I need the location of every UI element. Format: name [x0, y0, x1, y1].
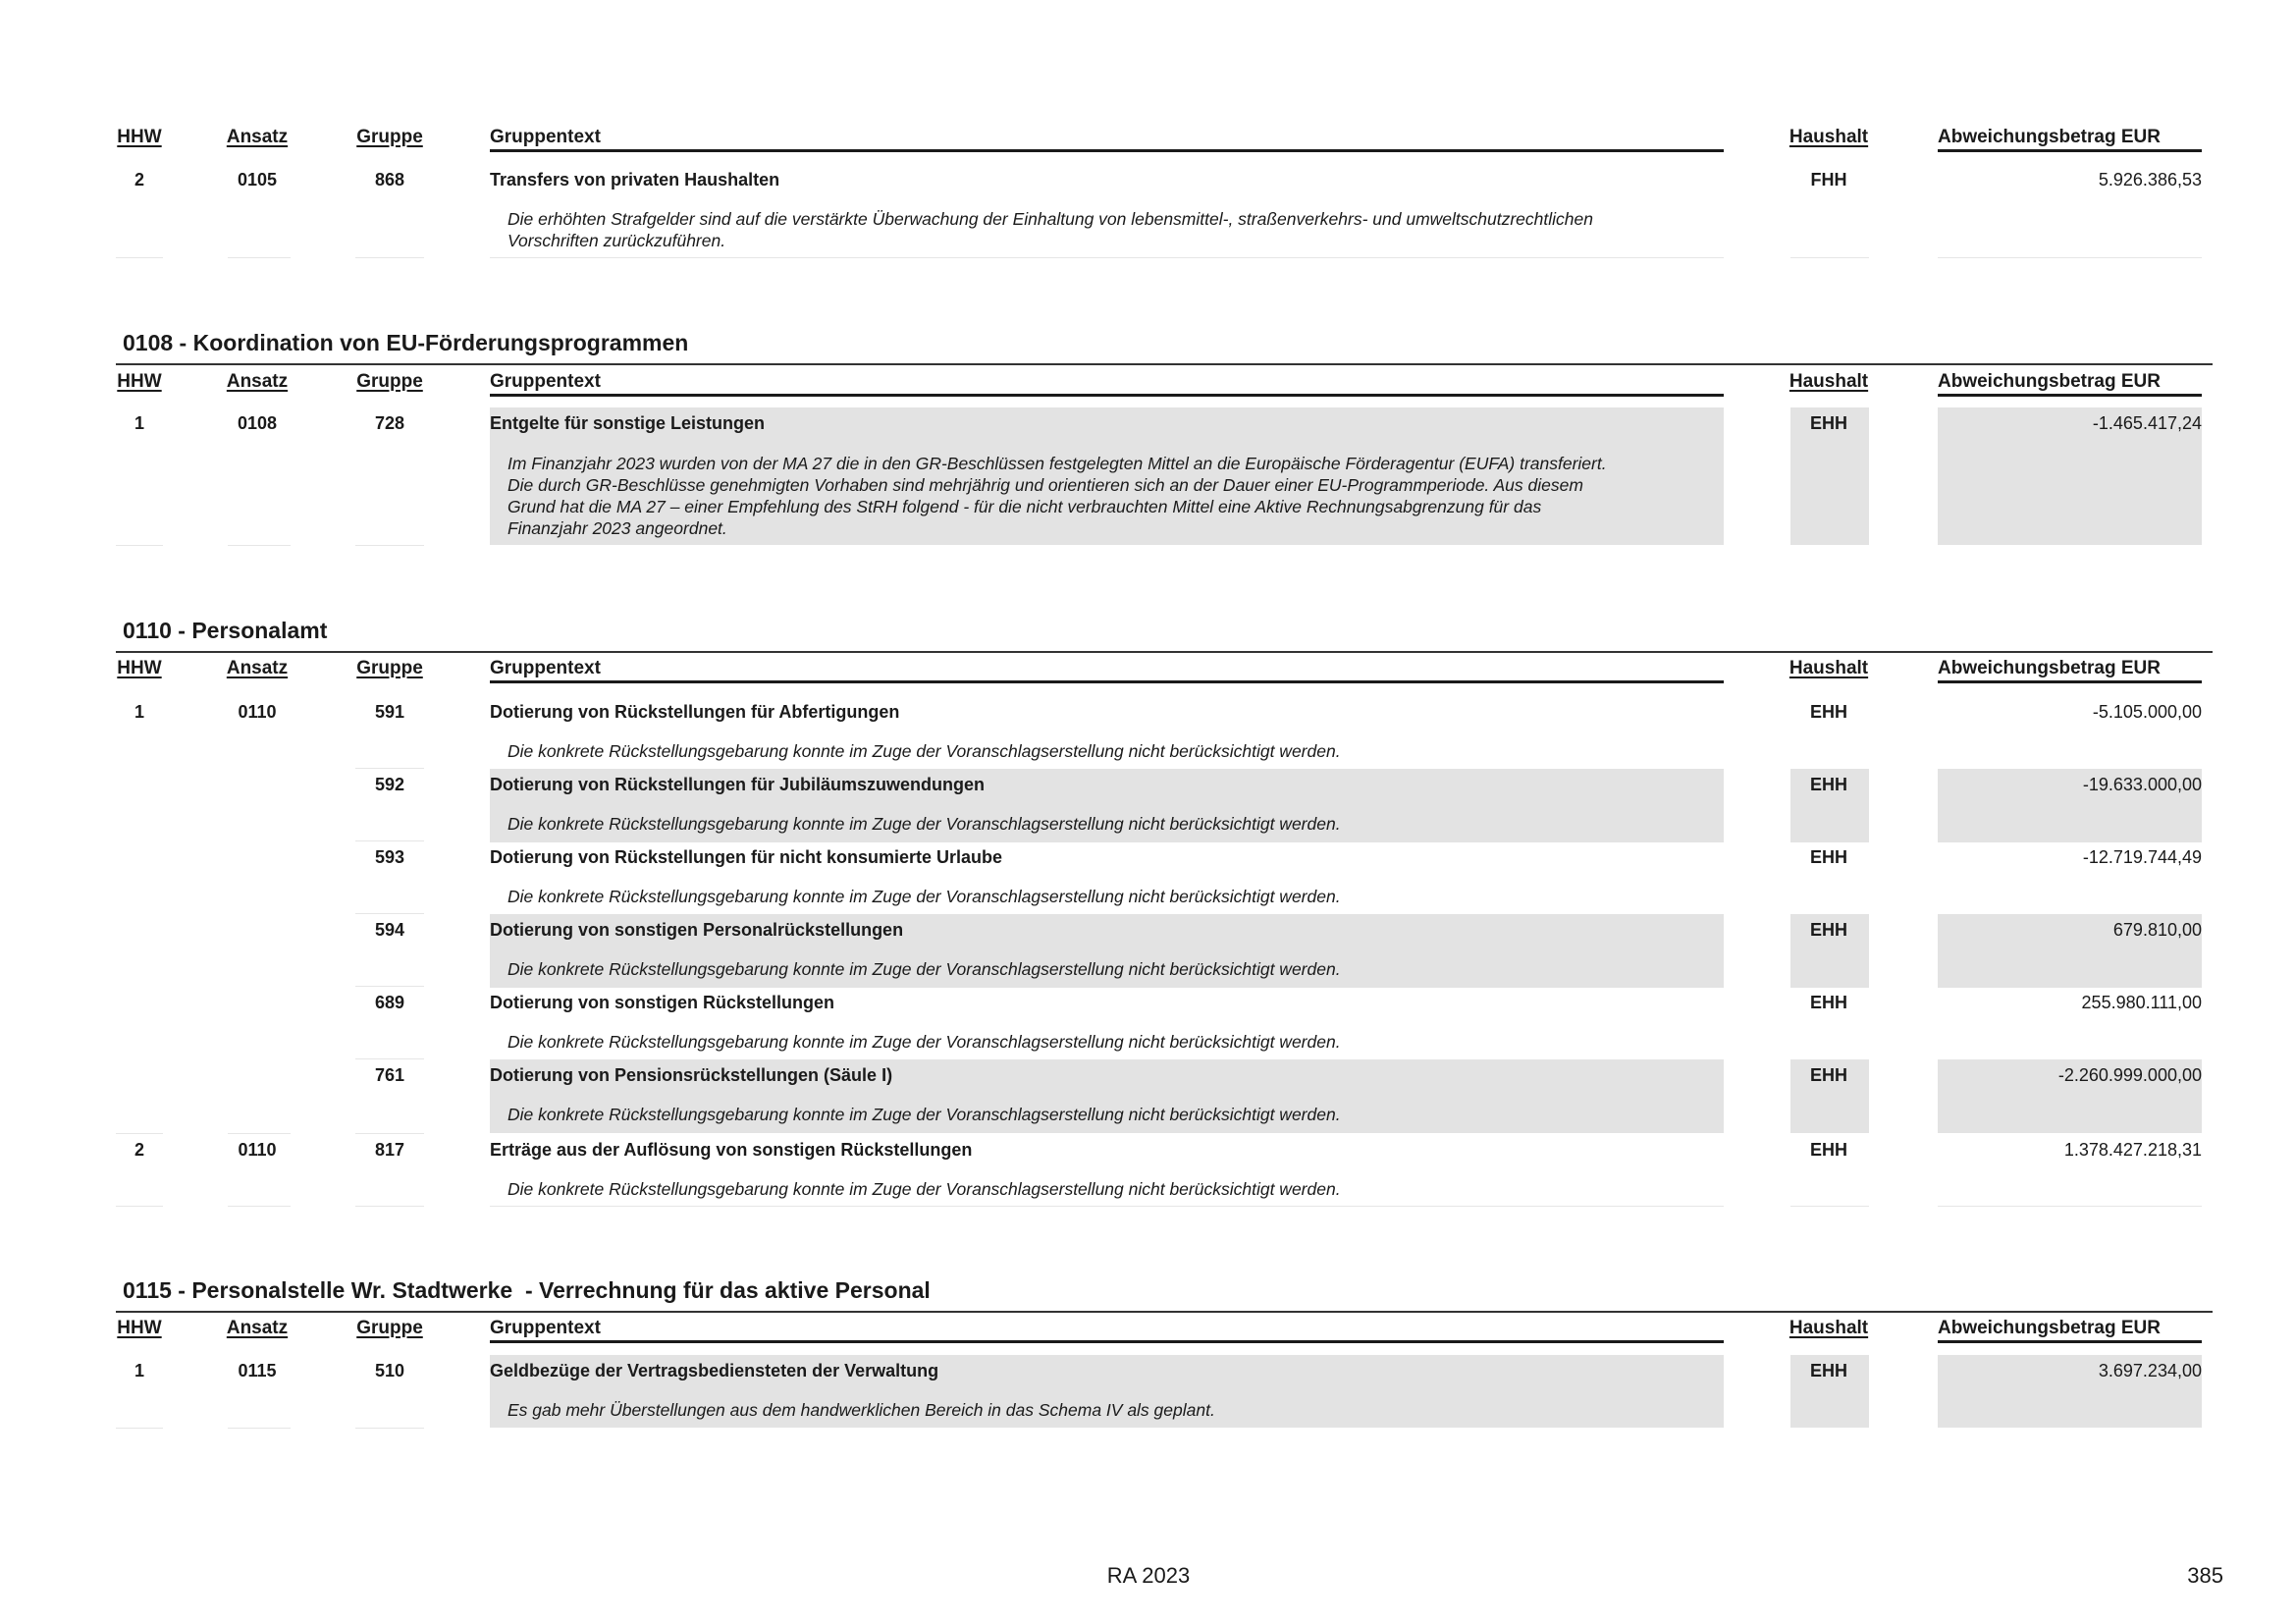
cell-ansatz: 0110 [238, 702, 277, 722]
col-header-haushalt: Haushalt [1789, 1318, 1869, 1338]
cell-gruppe: 728 [374, 413, 405, 433]
explanation-line: Die konkrete Rückstellungsgebarung konnte im Zuge der Voranschlagserstellung nicht berücksichtigt werden. [507, 741, 1341, 761]
footer-title: RA 2023 [1106, 1563, 1191, 1588]
cell-hhw: 1 [133, 702, 144, 722]
explanation-line: Im Finanzjahr 2023 wurden von der MA 27 die in den GR-Beschlüssen festgelegten Mittel an die Europäische Förderagentur (EUFA) transferiert. [507, 454, 1607, 473]
col-header-haushalt: Haushalt [1789, 371, 1869, 392]
page-number: 385 [2187, 1563, 2223, 1588]
col-header-hhw: HHW [117, 371, 162, 392]
cell-betrag: 3.697.234,00 [2098, 1361, 2202, 1380]
cell-haushalt: EHH [1809, 1140, 1847, 1160]
cell-betrag: 5.926.386,53 [2098, 170, 2202, 189]
row-separator [355, 545, 424, 546]
col-header-haushalt: Haushalt [1789, 127, 1869, 147]
cell-gruppentext: Dotierung von Rückstellungen für Jubiläumszuwendungen [490, 775, 986, 794]
betrag-underline [1938, 680, 2202, 683]
row-separator [116, 257, 163, 258]
cell-haushalt: EHH [1809, 1361, 1847, 1380]
cell-haushalt: EHH [1809, 775, 1847, 794]
cell-betrag: 679.810,00 [2112, 920, 2202, 940]
cell-gruppentext: Dotierung von Pensionsrückstellungen (Säule I) [490, 1065, 893, 1085]
col-header-gruppe: Gruppe [356, 1318, 423, 1338]
cell-betrag: 255.980.111,00 [2081, 993, 2202, 1012]
explanation-line: Die konkrete Rückstellungsgebarung konnte im Zuge der Voranschlagserstellung nicht berücksichtigt werden. [507, 1032, 1341, 1052]
section-title: 0110 - Personalamt [123, 618, 328, 643]
explanation-line: Die durch GR-Beschlüsse genehmigten Vorhaben sind mehrjährig und orientieren sich an der Dauer einer EU-Programmperiode. Aus diesem [507, 475, 1583, 495]
col-header-ansatz: Ansatz [226, 1318, 289, 1338]
cell-gruppentext: Dotierung von sonstigen Personalrückstellungen [490, 920, 904, 940]
betrag-underline [1938, 1340, 2202, 1343]
explanation-line: Die konkrete Rückstellungsgebarung konnte im Zuge der Voranschlagserstellung nicht berücksichtigt werden. [507, 1179, 1341, 1199]
row-separator [1938, 257, 2202, 258]
col-header-gruppe: Gruppe [356, 658, 423, 678]
col-header-haushalt: Haushalt [1789, 658, 1869, 678]
row-separator [355, 1058, 424, 1059]
col-header-gruppentext: Gruppentext [490, 658, 601, 678]
cell-gruppentext: Transfers von privaten Haushalten [490, 170, 780, 189]
col-header-ansatz: Ansatz [226, 127, 289, 147]
cell-haushalt: EHH [1809, 920, 1847, 940]
row-separator [228, 545, 291, 546]
col-header-ansatz: Ansatz [226, 658, 289, 678]
cell-gruppe: 593 [374, 847, 405, 867]
section-rule [116, 651, 2213, 653]
betrag-underline [1938, 394, 2202, 397]
section-rule [116, 363, 2213, 365]
row-separator [355, 1428, 424, 1429]
explanation-line: Die konkrete Rückstellungsgebarung konnte im Zuge der Voranschlagserstellung nicht berücksichtigt werden. [507, 814, 1341, 834]
cell-gruppe: 689 [374, 993, 405, 1012]
explanation-line: Die konkrete Rückstellungsgebarung konnte im Zuge der Voranschlagserstellung nicht berücksichtigt werden. [507, 959, 1341, 979]
row-separator [355, 913, 424, 914]
col-header-betrag: Abweichungsbetrag EUR [1938, 1318, 2161, 1338]
gruppentext-underline [490, 680, 1724, 683]
row-separator [228, 1428, 291, 1429]
cell-betrag: -5.105.000,00 [2092, 702, 2202, 722]
col-header-ansatz: Ansatz [226, 371, 289, 392]
col-header-hhw: HHW [117, 127, 162, 147]
row-separator [1790, 257, 1869, 258]
cell-hhw: 1 [133, 1361, 144, 1380]
row-separator [116, 1428, 163, 1429]
row-separator [355, 768, 424, 769]
row-separator [355, 1133, 424, 1134]
section-rule [116, 1311, 2213, 1313]
row-separator [228, 257, 291, 258]
cell-gruppentext: Dotierung von Rückstellungen für nicht konsumierte Urlaube [490, 847, 1003, 867]
row-separator [490, 1206, 1724, 1207]
cell-haushalt: EHH [1809, 413, 1847, 433]
explanation-line: Es gab mehr Überstellungen aus dem handwerklichen Bereich in das Schema IV als geplant. [507, 1400, 1215, 1420]
col-header-betrag: Abweichungsbetrag EUR [1938, 371, 2161, 392]
cell-ansatz: 0108 [237, 413, 278, 433]
section-title: 0115 - Personalstelle Wr. Stadtwerke - Verrechnung für das aktive Personal [123, 1277, 931, 1303]
section-title: 0108 - Koordination von EU-Förderungsprogrammen [123, 330, 689, 355]
gruppentext-underline [490, 394, 1724, 397]
col-header-gruppentext: Gruppentext [490, 127, 601, 147]
cell-haushalt: FHH [1810, 170, 1847, 189]
cell-gruppe: 594 [374, 920, 405, 940]
cell-betrag: -19.633.000,00 [2082, 775, 2202, 794]
gruppentext-underline [490, 1340, 1724, 1343]
explanation-line: Die erhöhten Strafgelder sind auf die verstärkte Überwachung der Einhaltung von lebensmittel-, straßenverkehrs- und umweltschutzrechtlichen [507, 209, 1593, 229]
betrag-underline [1938, 149, 2202, 152]
col-header-gruppe: Gruppe [356, 127, 423, 147]
col-header-betrag: Abweichungsbetrag EUR [1938, 658, 2161, 678]
cell-gruppentext: Erträge aus der Auflösung von sonstigen Rückstellungen [490, 1140, 973, 1160]
cell-gruppe: 592 [374, 775, 405, 794]
row-separator [355, 986, 424, 987]
cell-gruppe: 868 [374, 170, 405, 189]
row-separator [1790, 1206, 1869, 1207]
explanation-line: Die konkrete Rückstellungsgebarung konnte im Zuge der Voranschlagserstellung nicht berücksichtigt werden. [507, 1105, 1341, 1124]
row-separator [355, 257, 424, 258]
cell-gruppentext: Geldbezüge der Vertragsbediensteten der Verwaltung [490, 1361, 939, 1380]
row-separator [116, 1206, 163, 1207]
cell-haushalt: EHH [1809, 1065, 1847, 1085]
cell-hhw: 2 [133, 170, 144, 189]
cell-gruppentext: Dotierung von sonstigen Rückstellungen [490, 993, 835, 1012]
cell-gruppe: 591 [374, 702, 405, 722]
cell-haushalt: EHH [1809, 993, 1847, 1012]
gruppentext-underline [490, 149, 1724, 152]
row-separator [116, 545, 163, 546]
col-header-gruppentext: Gruppentext [490, 371, 601, 392]
explanation-line: Finanzjahr 2023 angeordnet. [507, 518, 727, 538]
col-header-hhw: HHW [117, 1318, 162, 1338]
row-separator [490, 257, 1724, 258]
col-header-gruppentext: Gruppentext [490, 1318, 601, 1338]
cell-gruppentext: Dotierung von Rückstellungen für Abfertigungen [490, 702, 900, 722]
cell-betrag: -12.719.744,49 [2082, 847, 2202, 867]
explanation-line: Die konkrete Rückstellungsgebarung konnte im Zuge der Voranschlagserstellung nicht berücksichtigt werden. [507, 887, 1341, 906]
explanation-line: Grund hat die MA 27 – einer Empfehlung des StRH folgend - für die nicht verbrauchten Mittel eine Aktive Rechnungsabgrenzung für das [507, 497, 1542, 516]
row-separator [355, 840, 424, 841]
explanation-line: Vorschriften zurückzuführen. [507, 231, 726, 250]
cell-gruppentext: Entgelte für sonstige Leistungen [490, 413, 766, 433]
cell-hhw: 1 [133, 413, 144, 433]
cell-betrag: -1.465.417,24 [2092, 413, 2202, 433]
cell-gruppe: 817 [374, 1140, 405, 1160]
cell-gruppe: 761 [374, 1065, 405, 1085]
cell-ansatz: 0110 [238, 1140, 277, 1160]
cell-haushalt: EHH [1809, 702, 1847, 722]
cell-betrag: -2.260.999.000,00 [2057, 1065, 2202, 1085]
row-separator [228, 1133, 291, 1134]
cell-betrag: 1.378.427.218,31 [2063, 1140, 2202, 1160]
col-header-betrag: Abweichungsbetrag EUR [1938, 127, 2161, 147]
row-separator [1938, 1206, 2202, 1207]
col-header-gruppe: Gruppe [356, 371, 423, 392]
row-separator [355, 1206, 424, 1207]
cell-haushalt: EHH [1809, 847, 1847, 867]
row-separator [116, 1133, 163, 1134]
cell-ansatz: 0105 [237, 170, 278, 189]
row-separator [228, 1206, 291, 1207]
cell-ansatz: 0115 [238, 1361, 277, 1380]
col-header-hhw: HHW [117, 658, 162, 678]
cell-hhw: 2 [133, 1140, 144, 1160]
cell-gruppe: 510 [374, 1361, 405, 1380]
